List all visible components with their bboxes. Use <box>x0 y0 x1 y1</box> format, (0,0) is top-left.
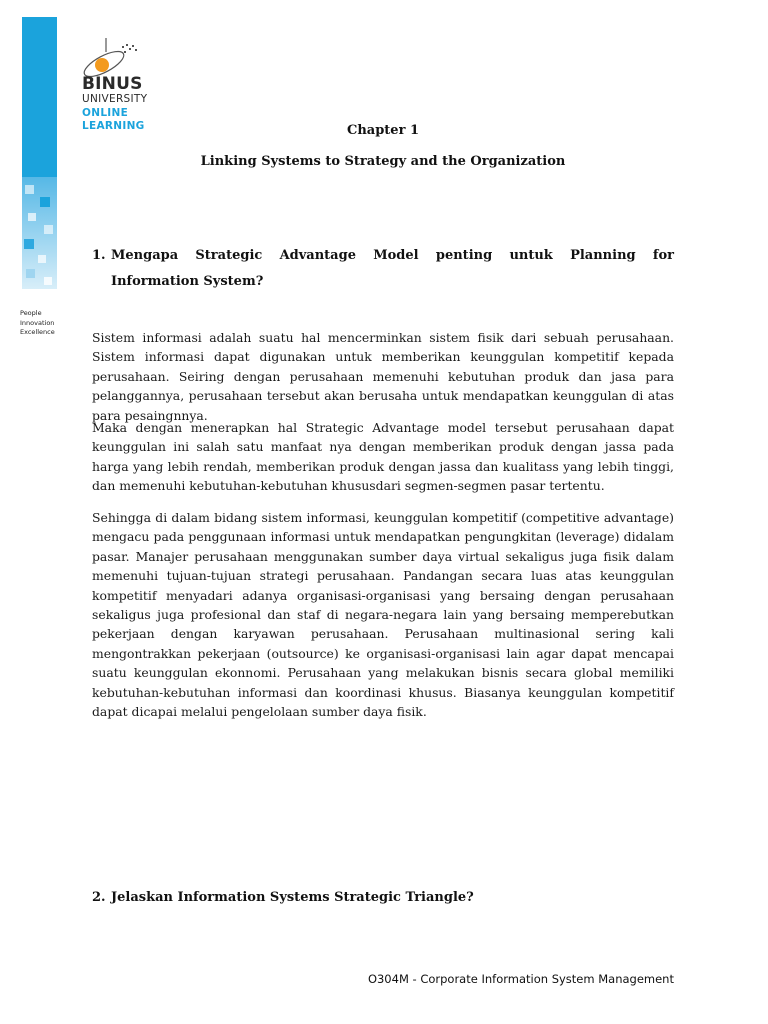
logo-text-online: ONLINE <box>82 107 129 119</box>
logo-emblem-icon <box>78 36 148 78</box>
answer-paragraph-1: Sistem informasi adalah suatu hal mencerminkan sistem fisik dari sebuah perusahaan. Sistem informasi dapat digunakan untuk memberikan keunggulan kompetitif kepada perusahaan. Seiring dengan perusahaan memenuhi kebutuhan produk dan jasa para pelanggannya, perusahaan tersebut akan berusaha untuk mendapatkan keunggulan di atas para pesaingnnya. <box>92 330 674 423</box>
decorative-side-strip <box>22 17 57 289</box>
question-number: 1. <box>92 248 106 263</box>
binus-logo <box>78 36 198 136</box>
question-number: 2. <box>92 890 106 905</box>
logo-text-university: UNIVERSITY <box>82 93 148 105</box>
tagline-line: People <box>20 309 42 317</box>
page-footer: O304M - Corporate Information System Management <box>367 972 674 986</box>
answer-paragraph-3: Sehingga di dalam bidang sistem informasi, keunggulan kompetitif (competitive advantage) mengacu pada penggunaan informasi untuk mendapatkan pengungkitan (leverage) didalam pasar. Manajer perusahaan menggunakan sumber daya virtual sekaligus juga fisik dalam memenuhi tujuan-tujuan strategi perusahaan. Pandangan secara luas atas keunggulan kompetitif menyadari adanya organisasi-organisasi yang bersaing dengan perusahaan sekaligus juga profesional dan staf di negara-negara lain yang bersaing memperebutkan pekerjaan dengan karyawan perusahaan. Perusahaan multinasional sering kali mengontrakkan pekerjaan (outsource) ke organisasi-organisasi lain agar dapat mencapai suatu keunggulan ekonnomi. Perusahaan yang melakukan bisnis secara global memiliki kebutuhan-kebutuhan informasi dan koordinasi khusus. Biasanya keunggulan kompetitif dapat dicapai melalui pengelolaan sumber daya fisik. <box>92 510 674 720</box>
chapter-title: Linking Systems to Strategy and the Organization <box>200 154 566 169</box>
question-text: Jelaskan Information Systems Strategic Triangle? <box>111 890 474 905</box>
logo-text-binus: BINUS <box>82 74 143 94</box>
answer-paragraph-2: Maka dengan menerapkan hal Strategic Advantage model tersebut perusahaan dapat keunggulan ini salah satu manfaat nya dengan memberikan produk dengan jassa pada harga yang lebih rendah, memberikan produk dengan jassa dan kualitass yang lebih tinggi, dan memenuhi kebutuhan-kebutuhan khususdari segmen-segmen pasar tertentu. <box>92 420 674 494</box>
question-2 <box>92 885 674 911</box>
question-1 <box>92 243 674 295</box>
question-text: Mengapa Strategic Advantage Model penting untuk Planning for Information System? <box>111 248 674 289</box>
chapter-label: Chapter 1 <box>346 123 419 138</box>
university-tagline <box>20 309 80 338</box>
tagline-line: Innovation <box>20 318 55 327</box>
logo-text-learning: LEARNING <box>82 120 145 132</box>
tagline-line: Excellence <box>20 328 55 336</box>
